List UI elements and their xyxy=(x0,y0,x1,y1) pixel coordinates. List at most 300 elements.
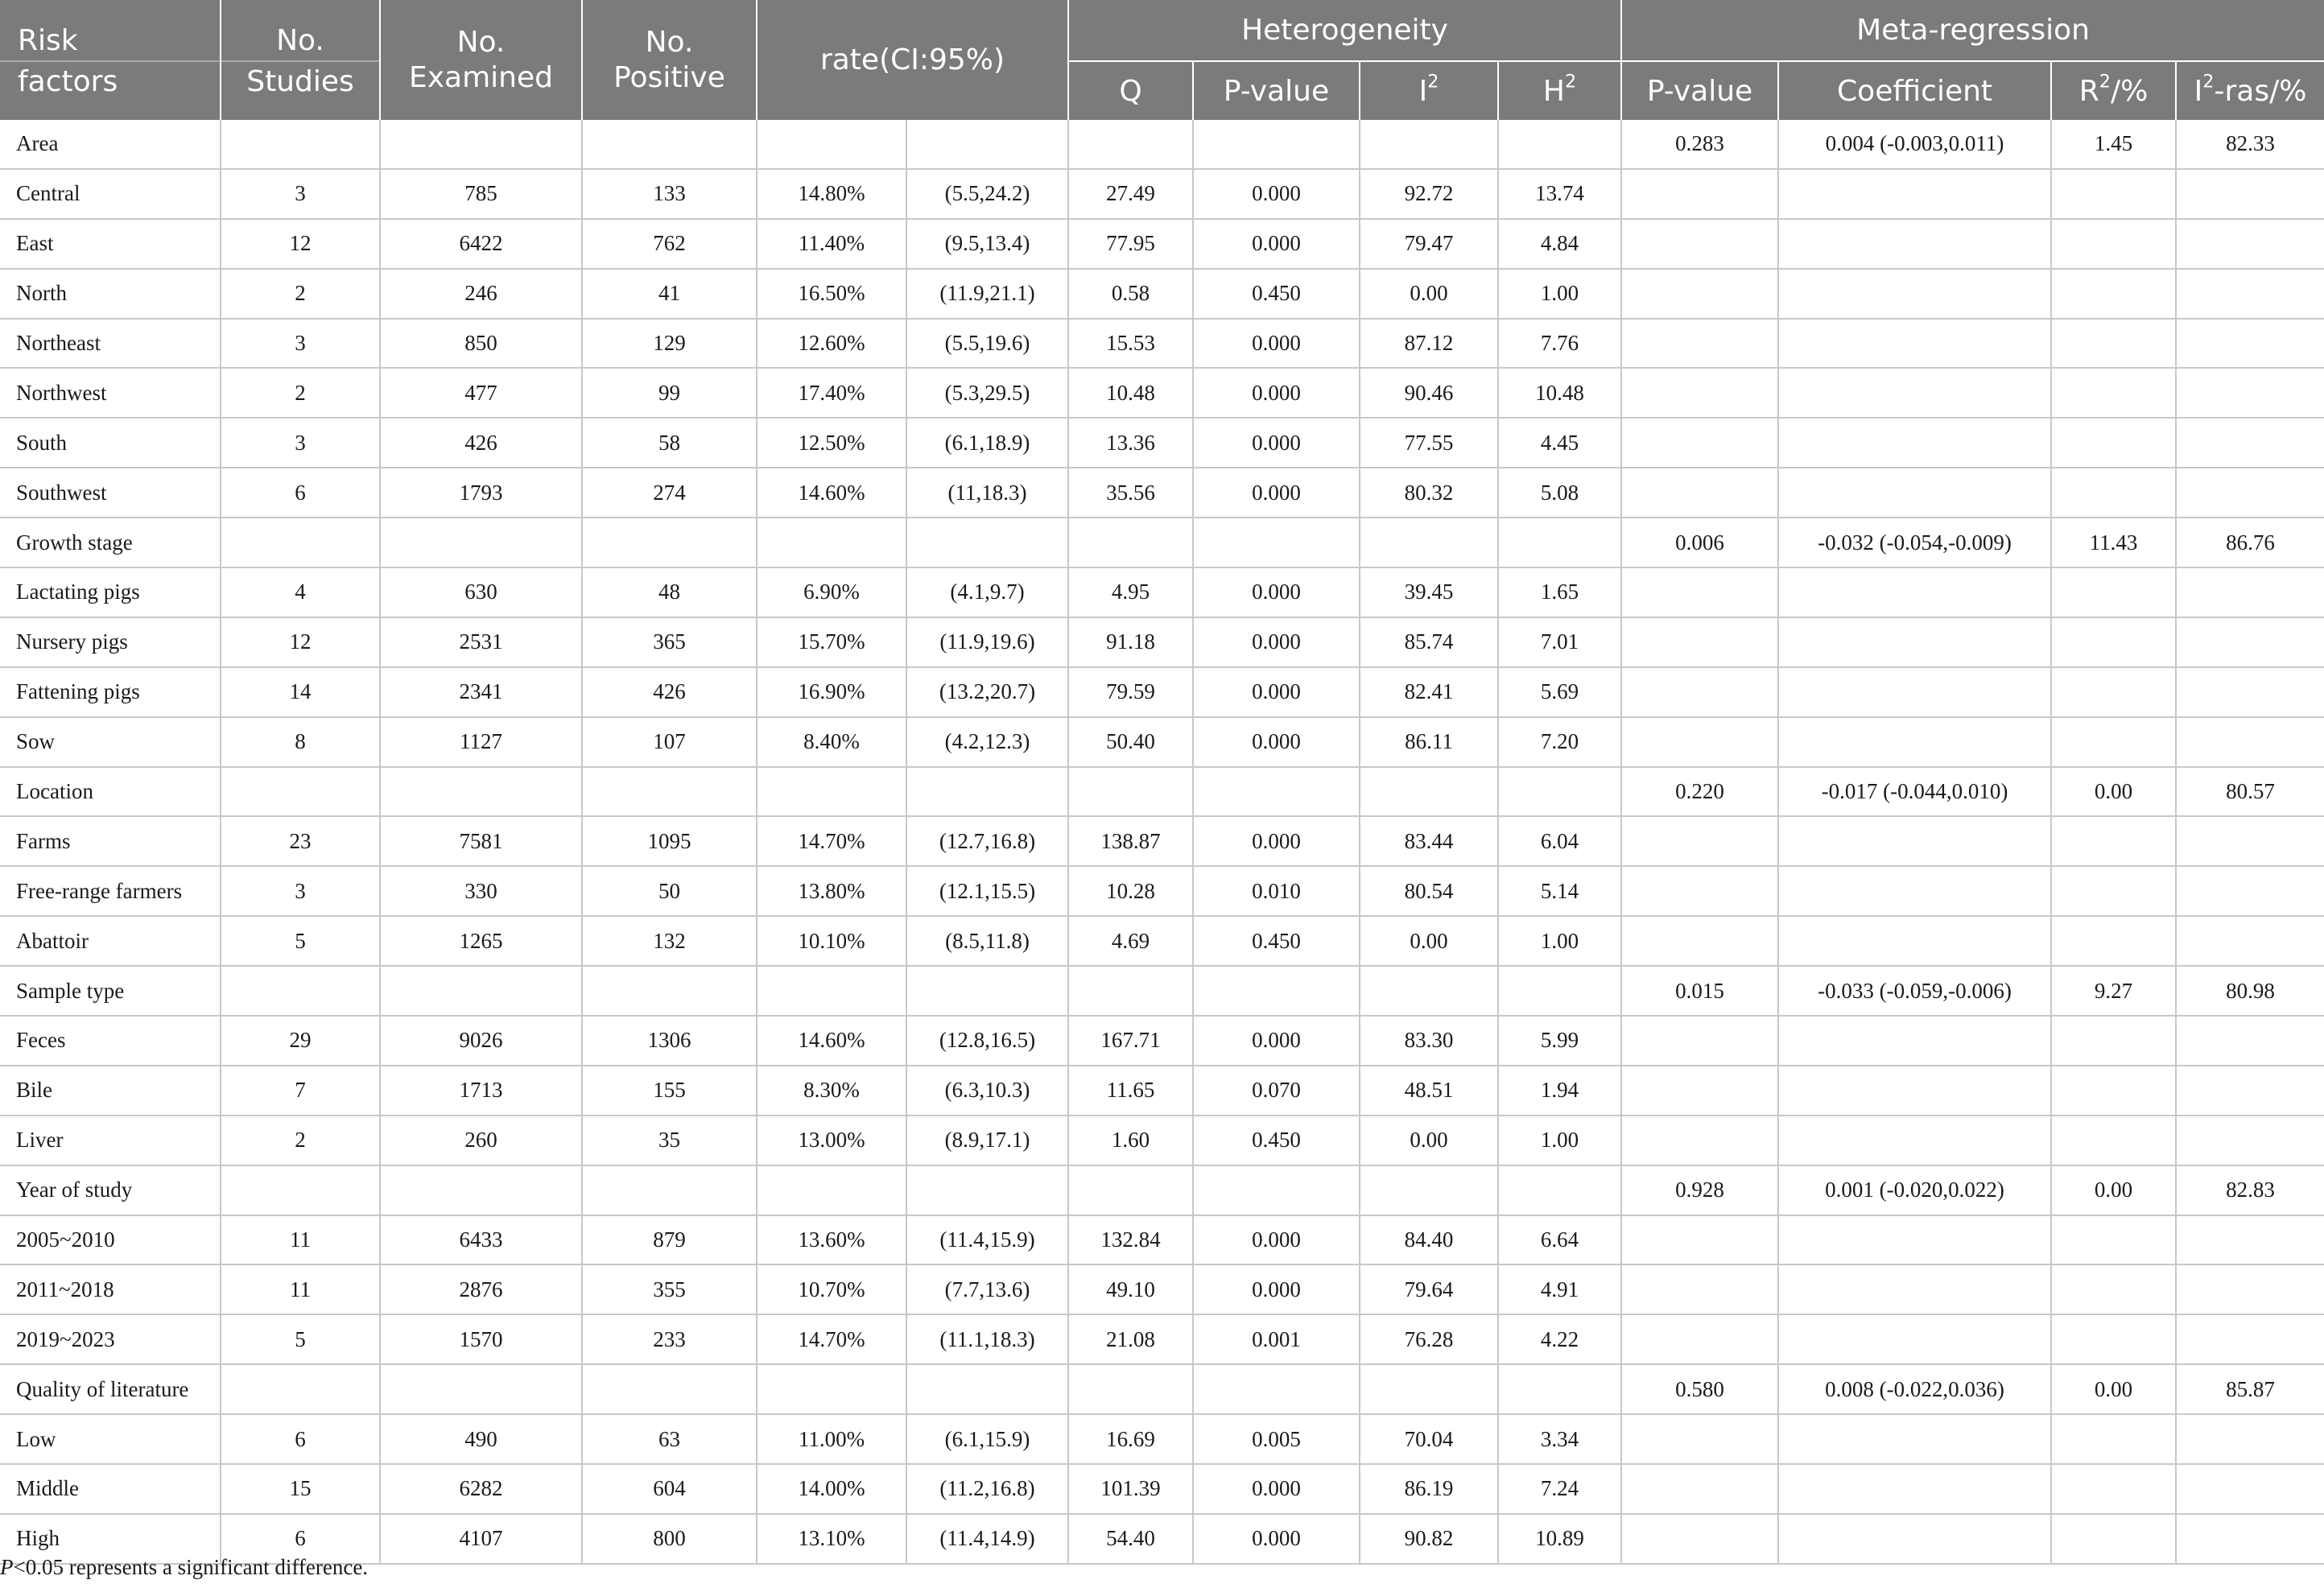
p-value-cell: 0.000 xyxy=(1193,1464,1360,1514)
r2-cell: 0.00 xyxy=(2051,767,2176,817)
p-value-cell: 0.000 xyxy=(1193,169,1360,219)
ci-cell: (11,18.3) xyxy=(906,468,1068,518)
i2-ras-cell: 82.33 xyxy=(2176,120,2324,169)
ci-cell: (5.3,29.5) xyxy=(906,368,1068,418)
coefficient-cell xyxy=(1778,816,2051,866)
rate-cell: 6.90% xyxy=(757,567,906,617)
studies-cell xyxy=(221,518,380,567)
p-value-cell xyxy=(1193,1165,1360,1215)
i2-ras-cell: 86.76 xyxy=(2176,518,2324,567)
rate-cell: 12.60% xyxy=(757,319,906,369)
examined-cell xyxy=(380,1165,582,1215)
coefficient-cell xyxy=(1778,567,2051,617)
risk-factor-cell: Farms xyxy=(0,816,221,866)
p-value-cell: 0.000 xyxy=(1193,368,1360,418)
q-cell xyxy=(1068,1364,1193,1414)
positive-cell: 762 xyxy=(582,219,757,269)
examined-cell: 9026 xyxy=(380,1016,582,1066)
header-risk-factors-line2: factors xyxy=(0,61,221,120)
rate-cell: 10.10% xyxy=(757,916,906,966)
positive-cell: 35 xyxy=(582,1116,757,1165)
coefficient-cell: -0.033 (-0.059,-0.006) xyxy=(1778,966,2051,1016)
coefficient-cell xyxy=(1778,1215,2051,1265)
i2-ras-cell xyxy=(2176,368,2324,418)
header-q: Q xyxy=(1068,61,1193,120)
rate-cell: 13.00% xyxy=(757,1116,906,1165)
mr-p-value-cell xyxy=(1621,717,1778,767)
p-value-cell: 0.000 xyxy=(1193,667,1360,717)
i2-ras-cell xyxy=(2176,1464,2324,1514)
i2-cell xyxy=(1360,966,1498,1016)
mr-p-value-cell: 0.220 xyxy=(1621,767,1778,817)
table-row xyxy=(0,1016,2324,1066)
q-cell: 167.71 xyxy=(1068,1016,1193,1066)
header-positive-line1: No. xyxy=(645,25,694,59)
examined-cell xyxy=(380,120,582,169)
risk-factor-cell: Area xyxy=(0,120,221,169)
mr-p-value-cell xyxy=(1621,1514,1778,1564)
i2-cell: 90.46 xyxy=(1360,368,1498,418)
i2-ras-cell xyxy=(2176,1314,2324,1364)
h2-cell: 7.24 xyxy=(1498,1464,1621,1514)
rate-cell: 13.60% xyxy=(757,1215,906,1265)
risk-factor-cell: East xyxy=(0,219,221,269)
studies-cell: 11 xyxy=(221,1215,380,1265)
q-cell: 132.84 xyxy=(1068,1215,1193,1265)
coefficient-cell xyxy=(1778,269,2051,319)
coefficient-cell xyxy=(1778,617,2051,667)
i2-cell: 48.51 xyxy=(1360,1066,1498,1116)
r2-cell xyxy=(2051,617,2176,667)
p-value-cell: 0.001 xyxy=(1193,1314,1360,1364)
mr-p-value-cell xyxy=(1621,866,1778,916)
coefficient-cell xyxy=(1778,1264,2051,1314)
q-cell: 11.65 xyxy=(1068,1066,1193,1116)
h2-cell xyxy=(1498,767,1621,817)
positive-cell: 63 xyxy=(582,1414,757,1464)
rate-cell: 14.60% xyxy=(757,468,906,518)
i2-cell: 83.30 xyxy=(1360,1016,1498,1066)
q-cell: 101.39 xyxy=(1068,1464,1193,1514)
ci-cell: (5.5,19.6) xyxy=(906,319,1068,369)
rate-cell: 13.10% xyxy=(757,1514,906,1564)
p-value-cell: 0.000 xyxy=(1193,1215,1360,1265)
risk-factor-cell: 2019~2023 xyxy=(0,1314,221,1364)
i2-ras-cell xyxy=(2176,717,2324,767)
i2-cell: 90.82 xyxy=(1360,1514,1498,1564)
mr-p-value-cell xyxy=(1621,418,1778,468)
table-row xyxy=(0,816,2324,866)
h2-cell: 4.22 xyxy=(1498,1314,1621,1364)
examined-cell: 630 xyxy=(380,567,582,617)
studies-cell xyxy=(221,1364,380,1414)
r2-cell xyxy=(2051,717,2176,767)
rate-cell: 8.40% xyxy=(757,717,906,767)
p-value-cell: 0.005 xyxy=(1193,1414,1360,1464)
i2-cell: 85.74 xyxy=(1360,617,1498,667)
r2-cell xyxy=(2051,1116,2176,1165)
coefficient-cell xyxy=(1778,418,2051,468)
header-i2-base: I xyxy=(1418,74,1428,108)
table-row xyxy=(0,717,2324,767)
positive-cell: 365 xyxy=(582,617,757,667)
rate-cell: 13.80% xyxy=(757,866,906,916)
studies-cell xyxy=(221,767,380,817)
i2-ras-cell xyxy=(2176,468,2324,518)
header-h2-sup: 2 xyxy=(1564,70,1577,92)
table-row xyxy=(0,916,2324,966)
positive-cell: 48 xyxy=(582,567,757,617)
footnote-text: <0.05 represents a significant difference. xyxy=(13,1555,369,1579)
risk-factor-cell: Nursery pigs xyxy=(0,617,221,667)
mr-p-value-cell xyxy=(1621,368,1778,418)
examined-cell: 330 xyxy=(380,866,582,916)
positive-cell: 155 xyxy=(582,1066,757,1116)
r2-cell xyxy=(2051,1414,2176,1464)
p-value-cell xyxy=(1193,767,1360,817)
positive-cell xyxy=(582,966,757,1016)
studies-cell: 11 xyxy=(221,1264,380,1314)
header-r2-suffix: /% xyxy=(2110,74,2149,108)
ci-cell xyxy=(906,1165,1068,1215)
examined-cell: 1713 xyxy=(380,1066,582,1116)
table-row xyxy=(0,319,2324,369)
i2-ras-cell xyxy=(2176,219,2324,269)
coefficient-cell xyxy=(1778,1314,2051,1364)
p-value-cell xyxy=(1193,518,1360,567)
mr-p-value-cell xyxy=(1621,567,1778,617)
header-studies-line2: Studies xyxy=(221,61,380,120)
risk-factor-cell: 2011~2018 xyxy=(0,1264,221,1314)
mr-p-value-cell: 0.580 xyxy=(1621,1364,1778,1414)
r2-cell xyxy=(2051,368,2176,418)
risk-factor-cell: Northeast xyxy=(0,319,221,369)
studies-cell: 6 xyxy=(221,1414,380,1464)
examined-cell: 426 xyxy=(380,418,582,468)
q-cell: 91.18 xyxy=(1068,617,1193,667)
ci-cell: (7.7,13.6) xyxy=(906,1264,1068,1314)
h2-cell xyxy=(1498,518,1621,567)
mr-p-value-cell: 0.928 xyxy=(1621,1165,1778,1215)
header-r2 xyxy=(2051,61,2176,120)
i2-ras-cell xyxy=(2176,1414,2324,1464)
examined-cell: 6282 xyxy=(380,1464,582,1514)
p-value-cell: 0.000 xyxy=(1193,816,1360,866)
q-cell xyxy=(1068,518,1193,567)
table-row xyxy=(0,418,2324,468)
q-cell: 4.69 xyxy=(1068,916,1193,966)
i2-ras-cell: 85.87 xyxy=(2176,1364,2324,1414)
rate-cell: 12.50% xyxy=(757,418,906,468)
risk-factor-cell: Year of study xyxy=(0,1165,221,1215)
positive-cell: 800 xyxy=(582,1514,757,1564)
risk-factor-cell: Low xyxy=(0,1414,221,1464)
header-i2 xyxy=(1360,61,1498,120)
table-row xyxy=(0,617,2324,667)
studies-cell: 5 xyxy=(221,1314,380,1364)
risk-factor-cell: Free-range farmers xyxy=(0,866,221,916)
i2-ras-cell xyxy=(2176,567,2324,617)
rate-cell xyxy=(757,1364,906,1414)
p-value-cell: 0.000 xyxy=(1193,1016,1360,1066)
r2-cell xyxy=(2051,418,2176,468)
examined-cell: 246 xyxy=(380,269,582,319)
q-cell: 49.10 xyxy=(1068,1264,1193,1314)
positive-cell: 233 xyxy=(582,1314,757,1364)
i2-cell: 0.00 xyxy=(1360,269,1498,319)
i2-ras-cell xyxy=(2176,916,2324,966)
examined-cell: 785 xyxy=(380,169,582,219)
risk-factor-cell: North xyxy=(0,269,221,319)
examined-cell: 850 xyxy=(380,319,582,369)
i2-cell xyxy=(1360,518,1498,567)
q-cell: 21.08 xyxy=(1068,1314,1193,1364)
studies-cell: 2 xyxy=(221,1116,380,1165)
q-cell xyxy=(1068,767,1193,817)
i2-cell: 86.19 xyxy=(1360,1464,1498,1514)
positive-cell: 99 xyxy=(582,368,757,418)
header-risk-factors-line1: Risk xyxy=(0,0,221,61)
studies-cell: 2 xyxy=(221,269,380,319)
i2-cell xyxy=(1360,120,1498,169)
examined-cell: 1570 xyxy=(380,1314,582,1364)
group-row xyxy=(0,518,2324,567)
i2-ras-cell xyxy=(2176,1514,2324,1564)
i2-cell: 86.11 xyxy=(1360,717,1498,767)
mr-p-value-cell xyxy=(1621,219,1778,269)
coefficient-cell xyxy=(1778,1514,2051,1564)
h2-cell: 1.00 xyxy=(1498,1116,1621,1165)
studies-cell: 6 xyxy=(221,468,380,518)
coefficient-cell xyxy=(1778,866,2051,916)
ci-cell: (11.9,21.1) xyxy=(906,269,1068,319)
ci-cell xyxy=(906,1364,1068,1414)
positive-cell: 41 xyxy=(582,269,757,319)
footnote-p-symbol: P xyxy=(0,1555,14,1579)
r2-cell xyxy=(2051,816,2176,866)
header-meta-regression: Meta-regression xyxy=(1621,0,2324,61)
i2-ras-cell: 80.98 xyxy=(2176,966,2324,1016)
mr-p-value-cell xyxy=(1621,319,1778,369)
positive-cell: 355 xyxy=(582,1264,757,1314)
rate-cell: 10.70% xyxy=(757,1264,906,1314)
r2-cell xyxy=(2051,1314,2176,1364)
risk-factor-cell: Lactating pigs xyxy=(0,567,221,617)
group-row xyxy=(0,1364,2324,1414)
coefficient-cell xyxy=(1778,319,2051,369)
positive-cell: 133 xyxy=(582,169,757,219)
studies-cell: 2 xyxy=(221,368,380,418)
studies-cell: 12 xyxy=(221,617,380,667)
group-row xyxy=(0,767,2324,817)
studies-cell xyxy=(221,120,380,169)
examined-cell: 4107 xyxy=(380,1514,582,1564)
r2-cell xyxy=(2051,468,2176,518)
positive-cell xyxy=(582,767,757,817)
studies-cell: 5 xyxy=(221,916,380,966)
q-cell: 35.56 xyxy=(1068,468,1193,518)
i2-ras-cell xyxy=(2176,1116,2324,1165)
rate-cell xyxy=(757,120,906,169)
q-cell xyxy=(1068,966,1193,1016)
h2-cell: 4.91 xyxy=(1498,1264,1621,1314)
coefficient-cell: -0.017 (-0.044,0.010) xyxy=(1778,767,2051,817)
h2-cell: 6.04 xyxy=(1498,816,1621,866)
p-value-cell: 0.000 xyxy=(1193,717,1360,767)
i2-ras-cell xyxy=(2176,667,2324,717)
table-row xyxy=(0,269,2324,319)
i2-ras-cell: 82.83 xyxy=(2176,1165,2324,1215)
rate-cell: 11.40% xyxy=(757,219,906,269)
coefficient-cell xyxy=(1778,1464,2051,1514)
positive-cell: 426 xyxy=(582,667,757,717)
examined-cell: 477 xyxy=(380,368,582,418)
studies-cell: 6 xyxy=(221,1514,380,1564)
coefficient-cell xyxy=(1778,916,2051,966)
positive-cell xyxy=(582,1165,757,1215)
p-value-cell: 0.000 xyxy=(1193,617,1360,667)
positive-cell: 132 xyxy=(582,916,757,966)
rate-cell: 14.00% xyxy=(757,1464,906,1514)
ci-cell: (8.9,17.1) xyxy=(906,1116,1068,1165)
i2-cell: 0.00 xyxy=(1360,916,1498,966)
rate-cell: 16.90% xyxy=(757,667,906,717)
table-row xyxy=(0,368,2324,418)
i2-cell xyxy=(1360,767,1498,817)
p-value-cell: 0.000 xyxy=(1193,468,1360,518)
ci-cell: (4.2,12.3) xyxy=(906,717,1068,767)
positive-cell: 604 xyxy=(582,1464,757,1514)
h2-cell: 10.89 xyxy=(1498,1514,1621,1564)
mr-p-value-cell xyxy=(1621,1016,1778,1066)
r2-cell xyxy=(2051,1264,2176,1314)
i2-cell xyxy=(1360,1364,1498,1414)
header-examined-line2: Examined xyxy=(409,60,553,94)
i2-cell: 39.45 xyxy=(1360,567,1498,617)
q-cell: 54.40 xyxy=(1068,1514,1193,1564)
r2-cell: 9.27 xyxy=(2051,966,2176,1016)
i2-ras-cell: 80.57 xyxy=(2176,767,2324,817)
h2-cell xyxy=(1498,966,1621,1016)
risk-factor-cell: Quality of literature xyxy=(0,1364,221,1414)
group-row xyxy=(0,966,2324,1016)
ci-cell: (13.2,20.7) xyxy=(906,667,1068,717)
mr-p-value-cell xyxy=(1621,1215,1778,1265)
rate-cell: 15.70% xyxy=(757,617,906,667)
positive-cell: 107 xyxy=(582,717,757,767)
risk-factor-cell: Abattoir xyxy=(0,916,221,966)
mr-p-value-cell xyxy=(1621,1464,1778,1514)
p-value-cell: 0.000 xyxy=(1193,1514,1360,1564)
studies-cell: 7 xyxy=(221,1066,380,1116)
studies-cell: 4 xyxy=(221,567,380,617)
r2-cell xyxy=(2051,169,2176,219)
mr-p-value-cell xyxy=(1621,667,1778,717)
examined-cell: 260 xyxy=(380,1116,582,1165)
i2-ras-cell xyxy=(2176,269,2324,319)
header-h2 xyxy=(1498,61,1621,120)
table-body xyxy=(0,120,2324,1564)
table-row xyxy=(0,1066,2324,1116)
table-row xyxy=(0,1314,2324,1364)
positive-cell: 50 xyxy=(582,866,757,916)
risk-factor-cell: 2005~2010 xyxy=(0,1215,221,1265)
risk-factor-cell: Sample type xyxy=(0,966,221,1016)
i2-ras-cell xyxy=(2176,418,2324,468)
risk-factor-cell: Sow xyxy=(0,717,221,767)
table-row xyxy=(0,1464,2324,1514)
studies-cell: 3 xyxy=(221,169,380,219)
header-r2-base: R xyxy=(2078,74,2099,108)
table-row xyxy=(0,1116,2324,1165)
coefficient-cell xyxy=(1778,219,2051,269)
examined-cell xyxy=(380,767,582,817)
i2-ras-cell xyxy=(2176,319,2324,369)
header-heterogeneity: Heterogeneity xyxy=(1068,0,1621,61)
ci-cell: (12.7,16.8) xyxy=(906,816,1068,866)
table-header xyxy=(0,0,2324,120)
i2-cell: 79.47 xyxy=(1360,219,1498,269)
mr-p-value-cell xyxy=(1621,468,1778,518)
examined-cell: 1265 xyxy=(380,916,582,966)
coefficient-cell xyxy=(1778,1414,2051,1464)
examined-cell xyxy=(380,966,582,1016)
h2-cell: 3.34 xyxy=(1498,1414,1621,1464)
risk-factor-cell: Liver xyxy=(0,1116,221,1165)
header-i2-sup: 2 xyxy=(1427,70,1439,92)
i2-ras-cell xyxy=(2176,1215,2324,1265)
ci-cell: (6.3,10.3) xyxy=(906,1066,1068,1116)
mr-p-value-cell xyxy=(1621,269,1778,319)
rate-cell: 14.70% xyxy=(757,1314,906,1364)
ci-cell: (12.8,16.5) xyxy=(906,1016,1068,1066)
r2-cell: 1.45 xyxy=(2051,120,2176,169)
p-value-cell: 0.450 xyxy=(1193,269,1360,319)
ci-cell xyxy=(906,518,1068,567)
q-cell xyxy=(1068,120,1193,169)
mr-p-value-cell: 0.015 xyxy=(1621,966,1778,1016)
mr-p-value-cell xyxy=(1621,1116,1778,1165)
positive-cell: 1306 xyxy=(582,1016,757,1066)
examined-cell: 2341 xyxy=(380,667,582,717)
i2-cell: 84.40 xyxy=(1360,1215,1498,1265)
positive-cell: 1095 xyxy=(582,816,757,866)
r2-cell xyxy=(2051,1066,2176,1116)
risk-factor-cell: Fattening pigs xyxy=(0,667,221,717)
r2-cell: 11.43 xyxy=(2051,518,2176,567)
i2-ras-cell xyxy=(2176,816,2324,866)
q-cell: 15.53 xyxy=(1068,319,1193,369)
studies-cell: 12 xyxy=(221,219,380,269)
q-cell: 16.69 xyxy=(1068,1414,1193,1464)
mr-p-value-cell xyxy=(1621,1066,1778,1116)
rate-cell: 8.30% xyxy=(757,1066,906,1116)
header-i2ras-base: I xyxy=(2194,74,2203,108)
mr-p-value-cell: 0.283 xyxy=(1621,120,1778,169)
mr-p-value-cell xyxy=(1621,816,1778,866)
header-rate-ci: rate(CI:95%) xyxy=(757,0,1068,120)
ci-cell: (12.1,15.5) xyxy=(906,866,1068,916)
risk-factor-cell: Growth stage xyxy=(0,518,221,567)
r2-cell xyxy=(2051,866,2176,916)
i2-cell: 92.72 xyxy=(1360,169,1498,219)
r2-cell xyxy=(2051,1464,2176,1514)
h2-cell xyxy=(1498,120,1621,169)
header-i2ras-sup: 2 xyxy=(2202,70,2215,92)
risk-factor-cell: Feces xyxy=(0,1016,221,1066)
ci-cell: (11.2,16.8) xyxy=(906,1464,1068,1514)
r2-cell xyxy=(2051,1514,2176,1564)
